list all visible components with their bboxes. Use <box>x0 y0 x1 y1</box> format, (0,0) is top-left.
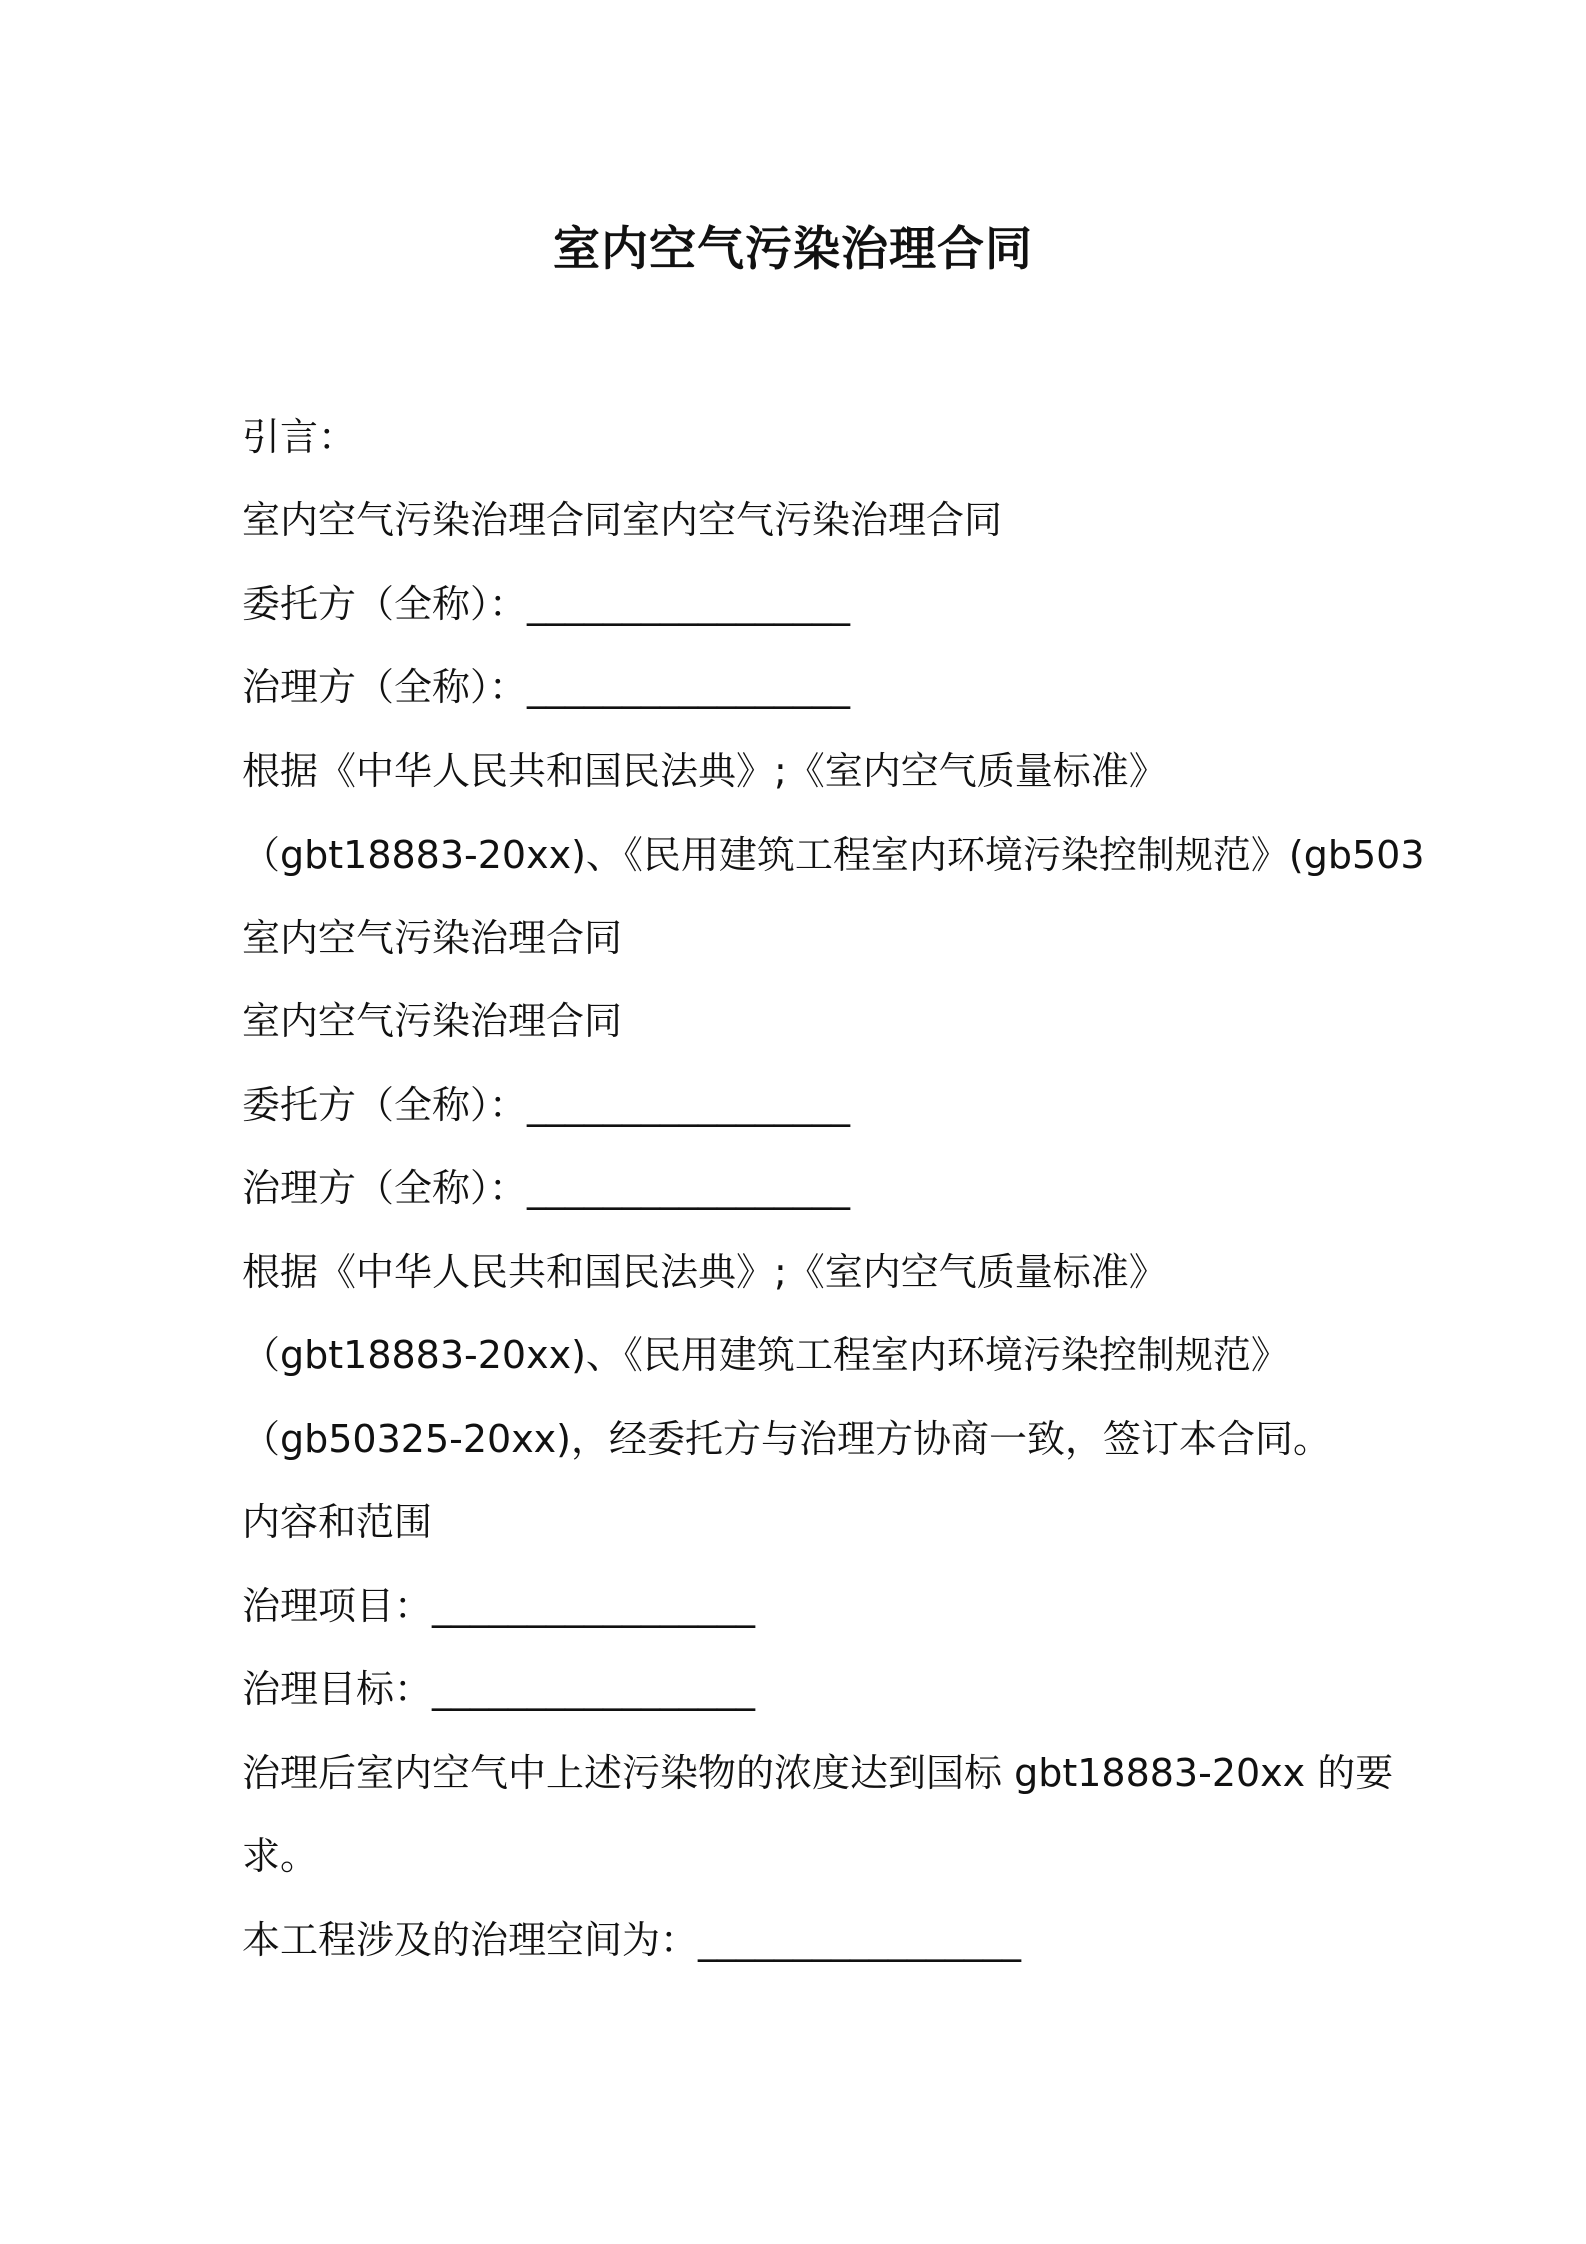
legal-basis-standards-line: （gbt18883-20xx)、《民用建筑工程室内环境污染控制规范》(gb503 <box>242 833 1425 877</box>
contractor-name-field: 治理方（全称）：_________________ <box>242 1166 851 1210</box>
legal-basis-standards-line: （gbt18883-20xx)、《民用建筑工程室内环境污染控制规范》 <box>242 1333 1289 1377</box>
document-title: 室内空气污染治理合同 <box>553 222 1033 277</box>
treatment-goal-field: 治理目标：_________________ <box>242 1667 756 1711</box>
section-heading-scope: 内容和范围 <box>242 1500 433 1544</box>
treatment-standard-line-end: 求。 <box>242 1834 319 1878</box>
text-line-title: 室内空气污染治理合同 <box>242 916 623 960</box>
legal-basis-line: 根据《中华人民共和国民法典》;《室内空气质量标准》 <box>242 1250 1167 1294</box>
text-line-title: 室内空气污染治理合同 <box>242 999 623 1043</box>
treatment-standard-line: 治理后室内空气中上述污染物的浓度达到国标 gbt18883-20xx 的要 <box>242 1751 1394 1795</box>
client-name-field: 委托方（全称）：_________________ <box>242 582 851 626</box>
intro-label: 引言： <box>242 415 357 459</box>
legal-basis-agreement-line: （gb50325-20xx)，经委托方与治理方协商一致，签订本合同。 <box>242 1417 1331 1461</box>
legal-basis-line: 根据《中华人民共和国民法典》;《室内空气质量标准》 <box>242 749 1167 793</box>
text-line-title-repeat: 室内空气污染治理合同室内空气污染治理合同 <box>242 498 1003 542</box>
treatment-project-field: 治理项目：_________________ <box>242 1584 756 1628</box>
treatment-space-field: 本工程涉及的治理空间为：_________________ <box>242 1918 1022 1962</box>
contractor-name-field: 治理方（全称）：_________________ <box>242 665 851 709</box>
client-name-field: 委托方（全称）：_________________ <box>242 1083 851 1127</box>
